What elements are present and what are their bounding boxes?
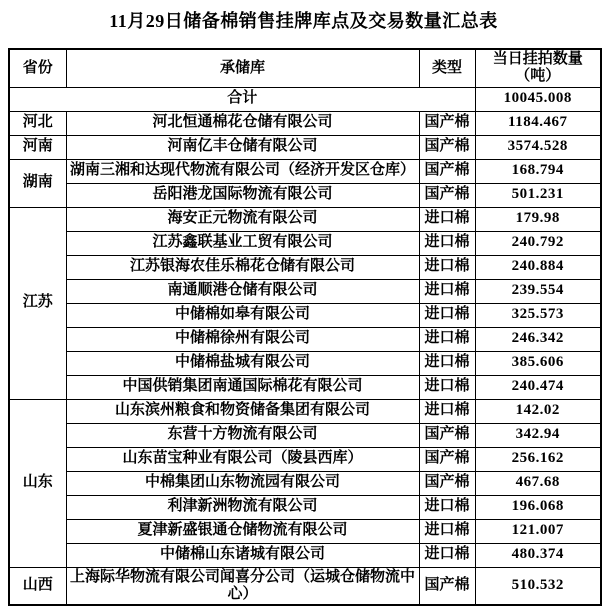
warehouse-cell: 湖南三湘和达现代物流有限公司（经济开发区仓库） <box>66 159 419 183</box>
table-row <box>9 519 601 543</box>
warehouse-cell: 中棉集团山东物流园有限公司 <box>66 471 419 495</box>
type-cell: 进口棉 <box>419 255 475 279</box>
warehouse-cell: 江苏银海农佳乐棉花仓储有限公司 <box>66 255 419 279</box>
warehouse-cell: 南通顺港仓储有限公司 <box>66 279 419 303</box>
type-cell: 国产棉 <box>419 471 475 495</box>
type-cell: 国产棉 <box>419 567 475 605</box>
quantity-cell: 179.98 <box>475 207 601 231</box>
province-cell: 湖南 <box>9 159 66 207</box>
type-cell: 进口棉 <box>419 231 475 255</box>
type-cell: 进口棉 <box>419 375 475 399</box>
warehouse-cell: 上海际华物流有限公司闻喜分公司（运城仓储物流中心） <box>66 567 419 605</box>
type-cell: 进口棉 <box>419 495 475 519</box>
warehouse-cell: 夏津新盛银通仓储物流有限公司 <box>66 519 419 543</box>
type-cell: 国产棉 <box>419 183 475 207</box>
table-row <box>9 159 601 183</box>
warehouse-cell: 中储棉山东诸城有限公司 <box>66 543 419 567</box>
type-cell: 进口棉 <box>419 351 475 375</box>
table-row <box>9 495 601 519</box>
table-header-row <box>9 49 601 87</box>
warehouse-cell: 中储棉盐城有限公司 <box>66 351 419 375</box>
quantity-cell: 142.02 <box>475 399 601 423</box>
total-row <box>9 87 601 111</box>
table-row <box>9 207 601 231</box>
warehouse-cell: 东营十方物流有限公司 <box>66 423 419 447</box>
type-cell: 进口棉 <box>419 399 475 423</box>
quantity-cell: 256.162 <box>475 447 601 471</box>
quantity-cell: 1184.467 <box>475 111 601 135</box>
column-header-province: 省份 <box>9 49 66 87</box>
warehouse-cell: 河南亿丰仓储有限公司 <box>66 135 419 159</box>
quantity-cell: 480.374 <box>475 543 601 567</box>
warehouse-cell: 中国供销集团南通国际棉花有限公司 <box>66 375 419 399</box>
type-cell: 国产棉 <box>419 447 475 471</box>
type-cell: 进口棉 <box>419 303 475 327</box>
summary-table <box>8 48 602 606</box>
quantity-cell: 121.007 <box>475 519 601 543</box>
column-header-quantity: 当日挂拍数量（吨） <box>475 49 601 87</box>
quantity-cell: 168.794 <box>475 159 601 183</box>
type-cell: 进口棉 <box>419 327 475 351</box>
table-row <box>9 183 601 207</box>
total-value: 10045.008 <box>475 87 601 111</box>
type-cell: 进口棉 <box>419 519 475 543</box>
table-row <box>9 375 601 399</box>
quantity-cell: 385.606 <box>475 351 601 375</box>
table-row <box>9 423 601 447</box>
quantity-cell: 196.068 <box>475 495 601 519</box>
table-row <box>9 135 601 159</box>
table-row <box>9 471 601 495</box>
warehouse-cell: 海安正元物流有限公司 <box>66 207 419 231</box>
quantity-cell: 510.532 <box>475 567 601 605</box>
quantity-cell: 3574.528 <box>475 135 601 159</box>
table-row <box>9 447 601 471</box>
warehouse-cell: 岳阳港龙国际物流有限公司 <box>66 183 419 207</box>
warehouse-cell: 中储棉如皋有限公司 <box>66 303 419 327</box>
quantity-cell: 240.884 <box>475 255 601 279</box>
quantity-cell: 240.792 <box>475 231 601 255</box>
warehouse-cell: 利津新洲物流有限公司 <box>66 495 419 519</box>
type-cell: 国产棉 <box>419 423 475 447</box>
quantity-cell: 325.573 <box>475 303 601 327</box>
table-row <box>9 111 601 135</box>
quantity-cell: 342.94 <box>475 423 601 447</box>
type-cell: 国产棉 <box>419 159 475 183</box>
province-cell: 山东 <box>9 399 66 567</box>
total-label: 合计 <box>9 87 475 111</box>
table-row <box>9 231 601 255</box>
type-cell: 进口棉 <box>419 279 475 303</box>
table-row <box>9 255 601 279</box>
table-row <box>9 303 601 327</box>
table-row <box>9 327 601 351</box>
table-row <box>9 567 601 605</box>
page-title: 11月29日储备棉销售挂牌库点及交易数量汇总表 <box>109 11 498 31</box>
type-cell: 进口棉 <box>419 543 475 567</box>
province-cell: 河北 <box>9 111 66 135</box>
quantity-cell: 239.554 <box>475 279 601 303</box>
column-header-warehouse: 承储库 <box>66 49 419 87</box>
warehouse-cell: 河北恒通棉花仓储有限公司 <box>66 111 419 135</box>
type-cell: 国产棉 <box>419 135 475 159</box>
quantity-cell: 501.231 <box>475 183 601 207</box>
type-cell: 国产棉 <box>419 111 475 135</box>
quantity-cell: 467.68 <box>475 471 601 495</box>
province-cell: 江苏 <box>9 207 66 399</box>
table-row <box>9 399 601 423</box>
quantity-cell: 246.342 <box>475 327 601 351</box>
warehouse-cell: 山东苗宝种业有限公司（陵县西库） <box>66 447 419 471</box>
table-row <box>9 279 601 303</box>
table-row <box>9 351 601 375</box>
warehouse-cell: 江苏鑫联基业工贸有限公司 <box>66 231 419 255</box>
warehouse-cell: 山东滨州粮食和物资储备集团有限公司 <box>66 399 419 423</box>
type-cell: 进口棉 <box>419 207 475 231</box>
column-header-type: 类型 <box>419 49 475 87</box>
table-row <box>9 543 601 567</box>
province-cell: 河南 <box>9 135 66 159</box>
province-cell: 山西 <box>9 567 66 605</box>
quantity-cell: 240.474 <box>475 375 601 399</box>
warehouse-cell: 中储棉徐州有限公司 <box>66 327 419 351</box>
